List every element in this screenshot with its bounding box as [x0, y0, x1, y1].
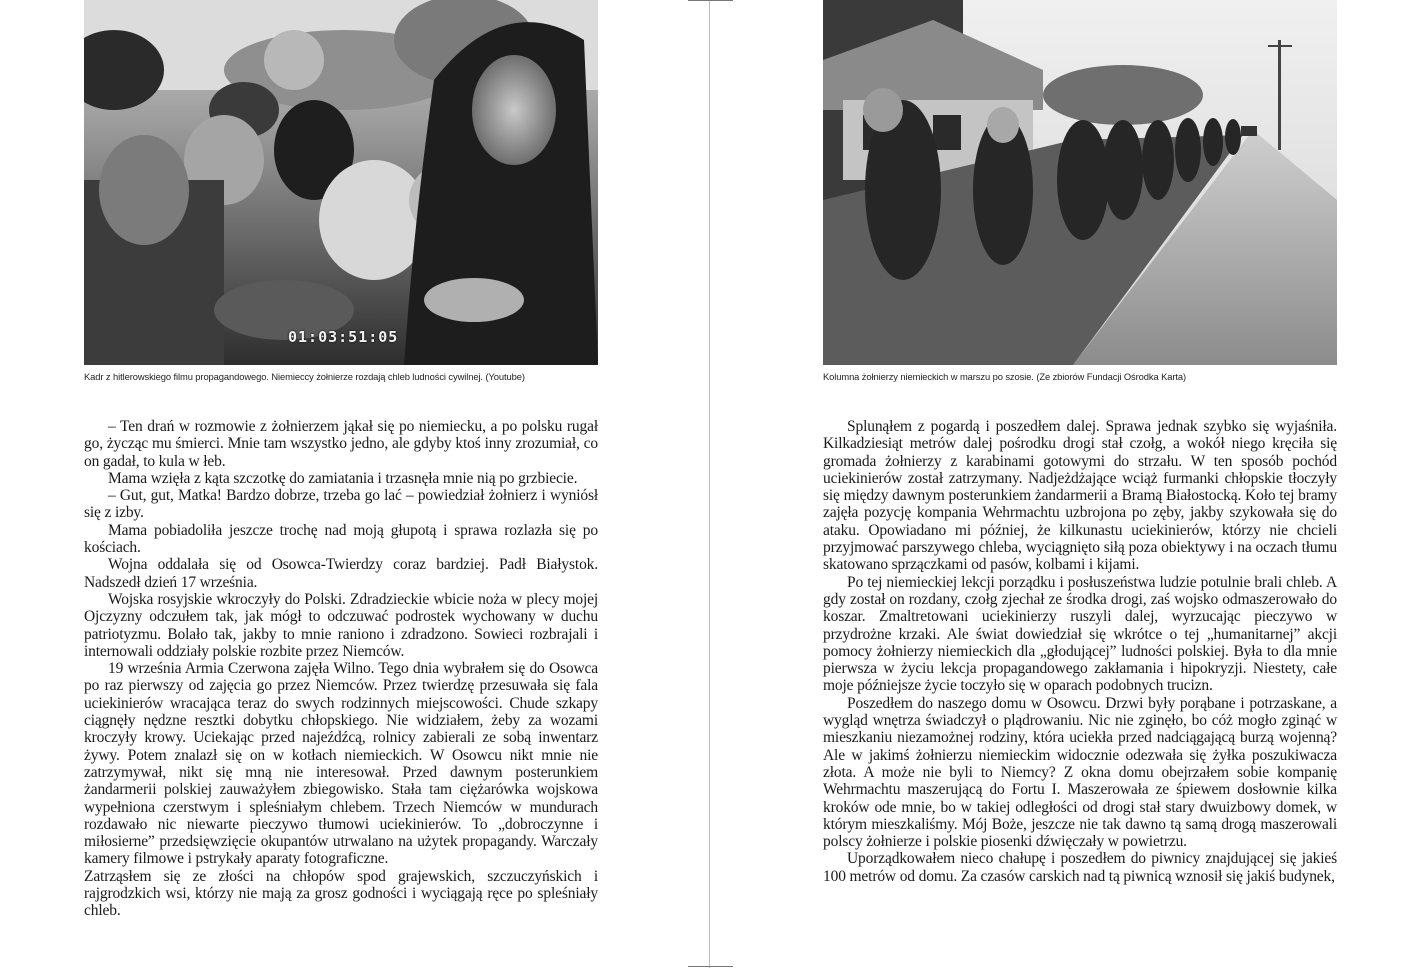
paragraph: Mama pobiadoliła jeszcze trochę nad moją głupotą i sprawa rozlazła się po kościach.: [84, 521, 598, 557]
paragraph: Mama wzięła z kąta szczotkę do zamiatania i trzasnęła mnie nią po grzbiecie.: [108, 469, 578, 487]
paragraph: – Gut, gut, Matka! Bardzo dobrze, trzeba go lać – powiedział żołnierz i wyniósł się z izby.: [84, 487, 598, 522]
paragraph: Wojna oddalała się od Osowca-Twierdzy coraz bardziej. Padł Białystok. Nadszedł dzień 17 września.: [84, 556, 598, 591]
right-photo-caption: Kolumna żołnierzy niemieckich w marszu po szosie. (Ze zbiorów Fundacji Ośrodka Karta): [823, 371, 1186, 382]
paragraph: Uporządkowałem nieco chałupę i poszedłem do piwnicy znajdującej się jakieś 100 metrów od domu. Za czasów carskich nad tą piwnicą wznosił się jakiś budynek,: [823, 850, 1337, 885]
left-page: [84, 0, 598, 920]
paragraph: 19 września Armia Czerwona zajęła Wilno. Tego dnia wybrałem się do Osowca po raz pierwszy od zajęcia go przez Niemców. Przez twierdzę przesuwała się fala uciekinierów wracająca teraz do swych rodzinnych miejscowości. Chude szkapy ciągnęły nędzne resztki dobytku chłopskiego. Nie widziałem, żeby za wozami kroczyły krowy. Uciekając przed najeźdźcą, rolnicy zabierali ze sobą inwentarz żywy. Potem znalazł się on w kotłach niemieckich. W Osowcu nikt mnie nie zatrzymywał, nikt się mną nie interesował. Przed dawnym posterunkiem żandarmerii polskiej zauważyłem zbiegowisko. Stała tam ciężarówka wojskowa wypełniona czerstwym i spleśniałym chlebem. Trzech Niemców w mundurach rozdawało nic niewarte pieczywo tłumowi uciekinierów. To „dobroczynne i miłosierne” przedsięwzięcie okupantów utrwalano na użytek propagandy. Warczały kamery filmowe i pstrykały aparaty fotograficzne.: [84, 660, 598, 868]
film-still-image: [84, 0, 598, 365]
paragraph: Splunąłem z pogardą i poszedłem dalej. Sprawa jednak szybko się wyjaśniła. Kilkadziesiąt metrów dalej pośrodku drogi stał czołg, a wokół niego kręciła się gromada żołnierzy z karabinami gotowymi do strzału. W ten sposób pochód uciekinierów został zatrzymany. Nadjeżdżające wciąż furmanki chłopskie tłoczyły się między dawnym posterunkiem żandarmerii a Bramą Białostocką. Koło tej bramy zajęła pozycję kompania Wehrmachtu uzbrojona po zęby, jakby szykowała się do ataku. Opowiadano mi później, że kilkunastu uciekinierów, którzy nie chcieli przyjmować parszywego chleba, wyciągnięto siłą poza obiektywy i na oczach tłumu skatowano sprzączkami od pasów, kolbami i kijami.: [823, 418, 1337, 574]
right-body-text: [823, 418, 1337, 885]
right-page: [823, 0, 1337, 885]
left-photo-caption: Kadr z hitlerowskiego filmu propagandowego. Niemieccy żołnierze rozdają chleb ludności cywilnej. (Youtube): [84, 371, 525, 382]
page-gutter: [709, 0, 710, 968]
marching-column-image: [823, 0, 1337, 365]
paragraph: Zatrząsłem się ze złości na chłopów spod grajewskich, szczuczyńskich i rajgrodzkich wsi, którzy nie mają za grosz godności i wyciągają ręce po spleśniały chleb.: [84, 867, 598, 920]
crop-mark-top: [688, 0, 733, 1]
paragraph: Poszedłem do naszego domu w Osowcu. Drzwi były porąbane i potrzaskane, a wygląd wnętrza świadczył o plądrowaniu. Nic nie zginęło, bo cóż mogło zginąć w mieszkaniu niezamożnej rodziny, która uciekła przed nadciągającą burzą wojenną? Ale w jakimś żołnierzu niemieckim widocznie odezwała się żyłka poszukiwacza złota. A może nie byli to Niemcy? Z okna domu obejrzałem sobie kompanię Wehrmachtu maszerującą do Fortu I. Maszerowała ze śpiewem dosłownie kilka kroków ode mnie, bo w takiej odległości od drogi stał stary dwuizbowy domek, w którym mieszkaliśmy. Mój Boże, jeszcze nie tak dawno tą samą drogą maszerowali polscy żołnierze i polskie piosenki dźwięczały w powietrzu.: [823, 694, 1337, 851]
paragraph: – Ten drań w rozmowie z żołnierzem jąkał się po niemiecku, a po polsku rugał go, życząc mu śmierci. Mnie tam wszystko jedno, ale gdyby ktoś inny zrozumiał, co on gadał, to kula w łeb.: [84, 418, 598, 470]
right-photo: [823, 0, 1337, 365]
left-photo: [84, 0, 598, 365]
paragraph: Po tej niemieckiej lekcji porządku i posłuszeństwa ludzie potulnie brali chleb. A gdy został on rozdany, czołg zjechał ze środka drogi, zaś wojsko odmaszerowało do koszar. Zmaltretowani uciekinierzy ruszyli dalej, wyrzucając pieczywo w przydrożne krzaki. Ale świat dowiedział się wkrótce o tej „humanitarnej” akcji pomocy żołnierzy niemieckich dla „głodującej” ludności polskiej. Była to dla mnie pierwsza w życiu lekcja propagandowego zakłamania i hipokryzji. Niestety, całe moje późniejsze życie toczyło się w oparach podobnych trucizn.: [823, 573, 1337, 695]
film-timecode: 01:03:51:05: [288, 328, 399, 346]
paragraph: Wojska rosyjskie wkroczyły do Polski. Zdradzieckie wbicie noża w plecy mojej Ojczyzny odczułem tak, jak mógł to odczuwać podrostek wychowany w duchu patriotyzmu. Bolało tak, jakby to mnie raniono i zdradzono. Sowieci rozbrajali i internowali oddziały polskie rozbite przez Niemców.: [84, 590, 598, 660]
left-body-text: [84, 418, 598, 920]
crop-mark-bottom: [688, 966, 733, 967]
